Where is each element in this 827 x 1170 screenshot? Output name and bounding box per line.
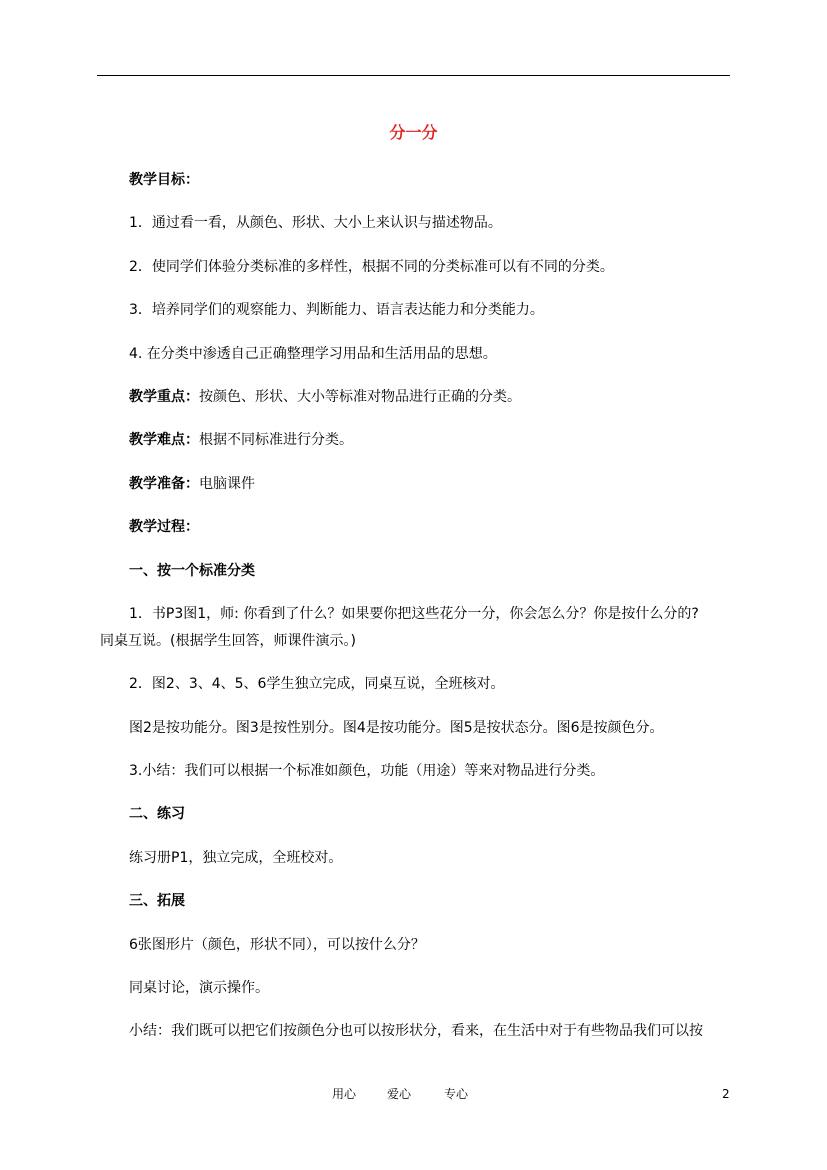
footer-item-3: 专心 — [444, 1087, 469, 1101]
section1-item1-line2: 同桌互说。(根据学生回答，师课件演示。) — [100, 632, 356, 649]
objective-1: 1．通过看一看，从颜色、形状、大小上来认识与描述物品。 — [129, 215, 502, 232]
difficulty-text: 根据不同标准进行分类。 — [199, 432, 353, 449]
key-point-label: 教学重点： — [129, 388, 199, 405]
preparation-label: 教学准备： — [129, 475, 199, 492]
objective-4: 4. 在分类中渗透自己正确整理学习用品和生活用品的思想。 — [129, 345, 497, 362]
section1-item1-line1: 1．书P3图1，师: 你看到了什么？如果要你把这些花分一分，你会怎么分？你是按什么分的? — [129, 605, 699, 622]
section3-text3: 小结：我们既可以把它们按颜色分也可以按形状分，看来，在生活中对于有些物品我们可以按 — [129, 1023, 703, 1040]
page-footer — [0, 1086, 827, 1102]
section3-text1: 6张图形片（颜色，形状不同），可以按什么分？ — [129, 936, 425, 953]
objective-2: 2．使同学们体验分类标准的多样性，根据不同的分类标准可以有不同的分类。 — [129, 258, 614, 275]
page-number: 2 — [722, 1087, 730, 1101]
section2-text: 练习册P1，独立完成，全班校对。 — [129, 849, 343, 866]
objectives-heading: 教学目标： — [129, 172, 199, 188]
key-point — [129, 387, 730, 408]
objective-3: 3．培养同学们的观察能力、判断能力、语言表达能力和分类能力。 — [129, 302, 544, 319]
document-title: 分一分 — [389, 123, 438, 142]
difficulty — [129, 430, 730, 451]
section3-text2: 同桌讨论，演示操作。 — [129, 980, 269, 997]
section2-heading: 二、练习 — [129, 806, 185, 823]
section1-item2: 2．图2、3、4、5、6学生独立完成，同桌互说，全班核对。 — [129, 676, 505, 693]
process-heading: 教学过程： — [129, 519, 199, 536]
section1-item2-detail: 图2是按功能分。图3是按性别分。图4是按功能分。图5是按状态分。图6是按颜色分。 — [129, 719, 664, 736]
section1-item3: 3.小结：我们可以根据一个标准如颜色，功能（用途）等来对物品进行分类。 — [129, 763, 605, 780]
difficulty-label: 教学难点： — [129, 432, 199, 449]
document-body — [100, 170, 730, 1042]
footer-item-2: 爱心 — [387, 1087, 412, 1101]
header-rule — [97, 75, 730, 76]
key-point-text: 按颜色、形状、大小等标准对物品进行正确的分类。 — [199, 388, 521, 405]
footer-item-1: 用心 — [332, 1087, 357, 1101]
preparation-text: 电脑课件 — [199, 475, 255, 492]
section1-heading: 一、按一个标准分类 — [129, 562, 255, 579]
preparation — [129, 474, 730, 495]
section3-heading: 三、拓展 — [129, 893, 185, 910]
